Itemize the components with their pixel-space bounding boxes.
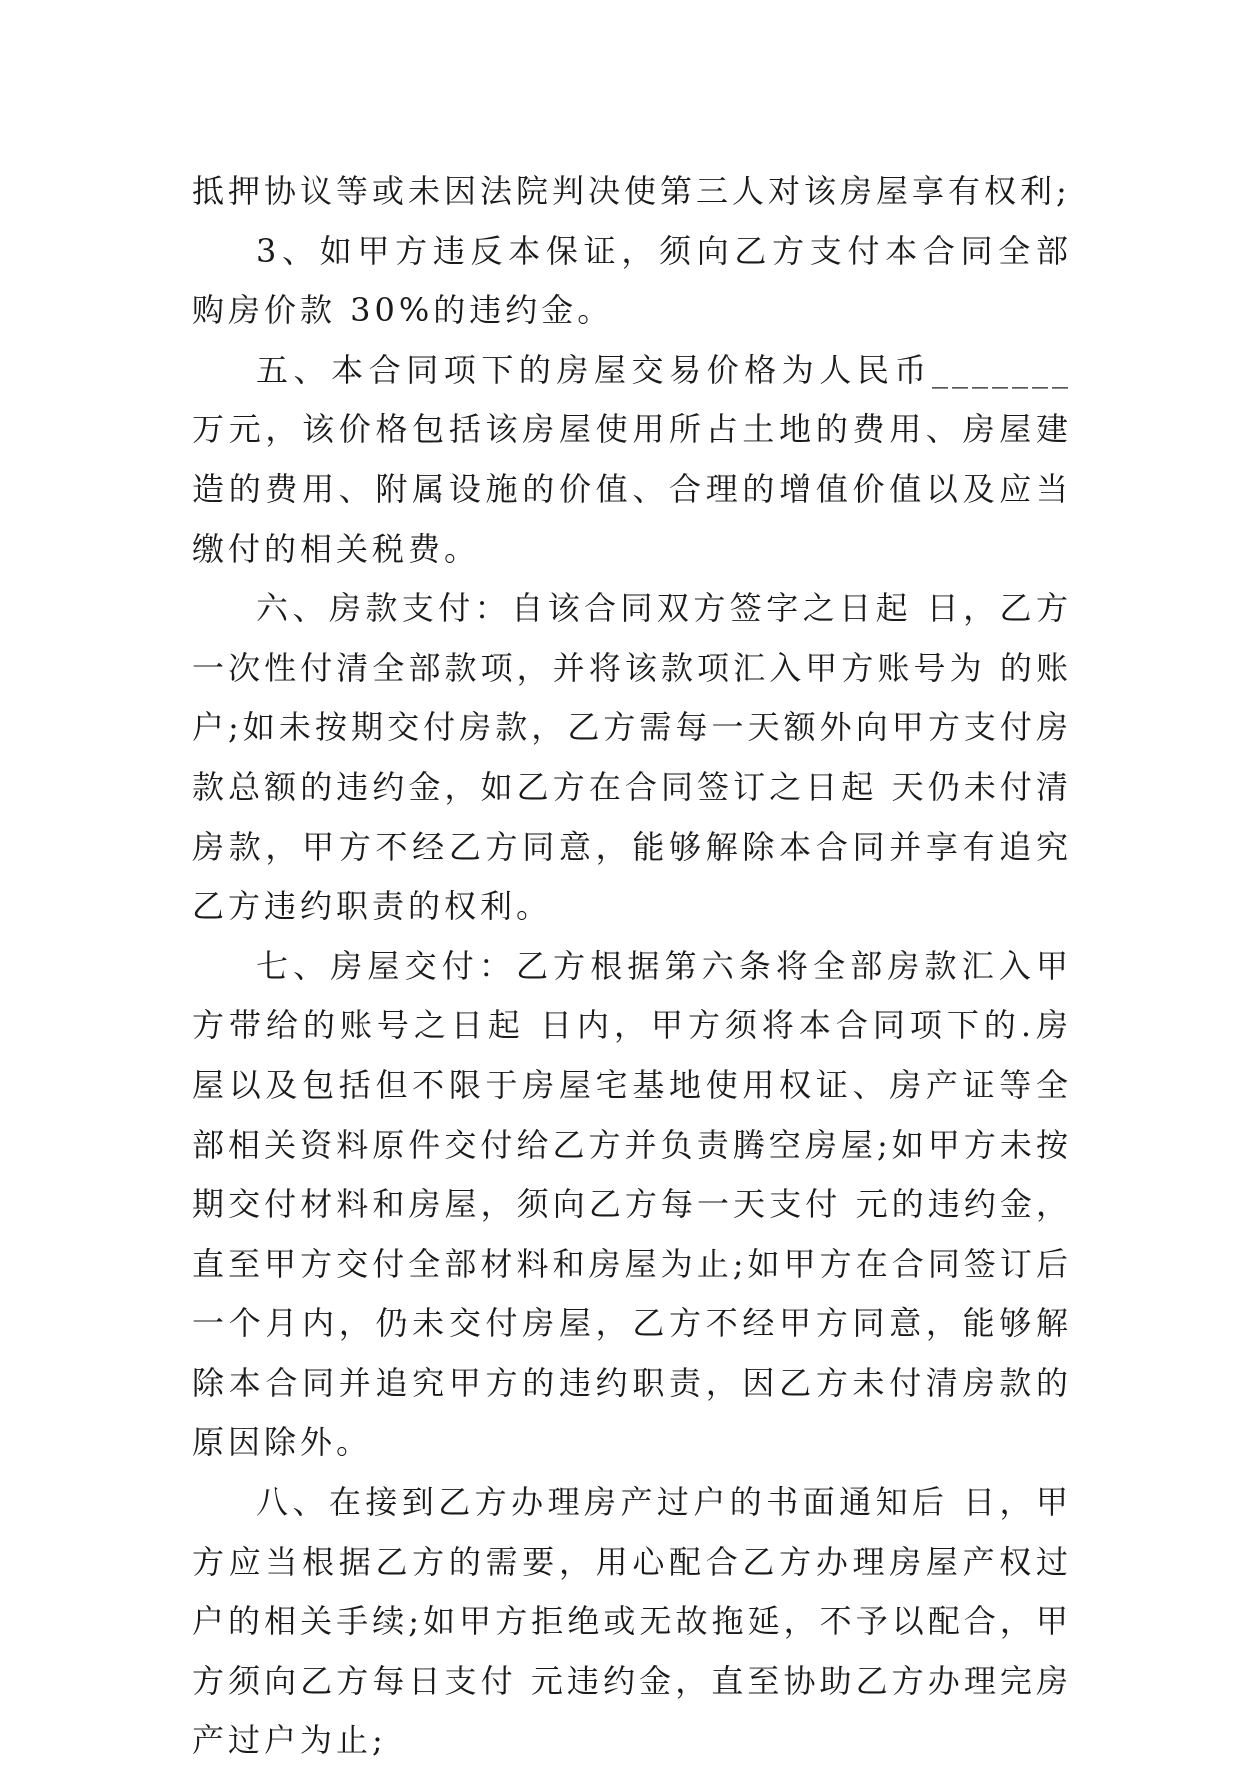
paragraph-clause-6: 六、房款支付：自该合同双方签字之日起 日，乙方一次性付清全部款项，并将该款项汇入甲方账号为 的账户;如未按期交付房款，乙方需每一天额外向甲方支付房款总额的违约金，如乙方在合同签订之日起 天仍未付清房款，甲方不经乙方同意，能够解除本合同并享有追究乙方违约职责的权利。 — [192, 589, 1072, 926]
paragraph-clause-3: 3、如甲方违反本保证，须向乙方支付本合同全部购房价款 30%的违约金。 — [192, 231, 1072, 330]
paragraph-clause-7: 七、房屋交付：乙方根据第六条将全部房款汇入甲方带给的账号之日起 日内，甲方须将本合同项下的.房屋以及包括但不限于房屋宅基地使用权证、房产证等全部相关资料原件交付给乙方并负责腾空房屋;如甲方未按期交付材料和房屋，须向乙方每一天支付 元的违约金，直至甲方交付全部材料和房屋为止;如甲方在合同签订后一个月内，仍未交付房屋，乙方不经甲方同意，能够解除本合同并追究甲方的违约职责，因乙方未付清房款的原因除外。 — [192, 946, 1072, 1462]
document-page — [192, 162, 1072, 1771]
paragraph-clause-5: 五、本合同项下的房屋交易价格为人民币_______万元，该价格包括该房屋使用所占土地的费用、房屋建造的费用、附属设施的价值、合理的增值价值以及应当缴付的相关税费。 — [192, 350, 1072, 568]
paragraph-continuation: 抵押协议等或未因法院判决使第三人对该房屋享有权利; — [192, 172, 1071, 210]
paragraph-clause-8: 八、在接到乙方办理房产过户的书面通知后 日，甲方应当根据乙方的需要，用心配合乙方办理房屋产权过户的相关手续;如甲方拒绝或无故拖延，不予以配合，甲方须向乙方每日支付 元违约金，直至协助乙方办理完房产过户为止; — [192, 1483, 1072, 1760]
